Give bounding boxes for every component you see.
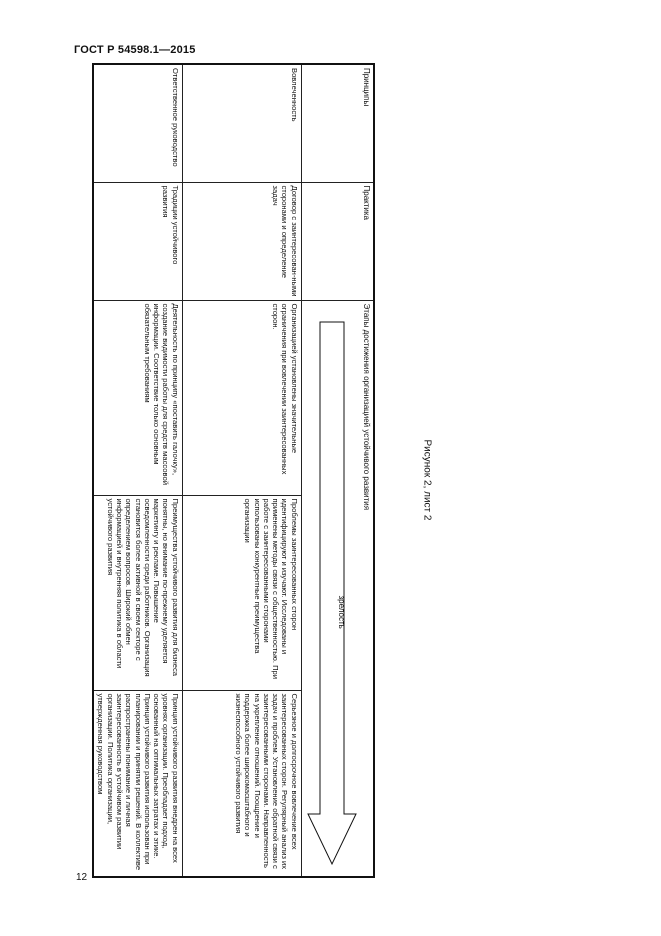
stage3-cell: Принцип устойчивого развития внедрен на всех уровнях организации. Преобладает подход, основанный на оптимальных затратах и этике. Принцип устойчивого развития использован при планировании и принятии решений. В коллективе распространены понимание и личная заинтересованность в устойчивом развитии организации. Политика организации, утвержденная руководством xyxy=(93,690,182,877)
stage1-cell: Деятельность по принципу «поставить галочку», создание видимости работы для средств массовой информации. Соответствие только основным обязательным требованиям xyxy=(93,300,182,495)
maturity-arrow xyxy=(304,304,362,874)
col-practice-header: Практика xyxy=(301,182,374,300)
principle-cell: Вовлеченность xyxy=(182,64,301,182)
stage1-cell: Организацией установлены значительные ограничения при вовлечении заинтересованных сторон. xyxy=(182,300,301,495)
principle-cell: Ответственное руководство xyxy=(93,64,182,182)
col-stages-header xyxy=(301,300,374,877)
practice-cell: Традиции устойчивого развития xyxy=(93,182,182,300)
figure-caption: Рисунок 2, лист 2 xyxy=(421,439,433,521)
stage2-cell: Проблемы заинтересованных сторон идентифицируют и изучают. Исследованы и применены методы связи с общественностью. При работе с заинтересованными сторонами использованы конкурентные преимущества организации xyxy=(182,495,301,690)
page-number: 12 xyxy=(76,872,88,883)
stage2-cell: Преимущества устойчивого развития для бизнеса понятны, но внимание по-прежнему уделяется маркетингу и рекламе. Повышение осведомленности среди работников. Организация становится более активной в своем секторе с определением вопросов. Широкий обмен информацией и внутренняя политика в области устойчивого развития xyxy=(93,495,182,690)
stage3-cell: Серьезное и долгосрочное вовлечение всех заинтересованных сторон. Регулярный анализ их задач и проблем. Установление обратной связи с заинтересованными сторонами. Направленность на укрепление отношений. Поощрение и поддержка более широкомасштабного и жизнеспособного устойчивого развития xyxy=(182,690,301,877)
rotated-table-content xyxy=(96,63,375,876)
table-header-row xyxy=(301,64,374,877)
stages-title: Этапы достижения организацией устойчивого развития xyxy=(362,303,371,511)
rotated-table-frame xyxy=(96,63,375,876)
principles-table xyxy=(92,63,375,878)
col-principles-header: Принципы xyxy=(301,64,374,182)
maturity-label: зрелость xyxy=(336,595,346,629)
table-row xyxy=(93,64,182,877)
practice-cell: Договор с заинтересован-ными сторонами и определение задач xyxy=(182,182,301,300)
maturity-arrow-icon xyxy=(306,304,358,874)
document-header: ГОСТ Р 54598.1—2015 xyxy=(74,44,196,56)
table-row xyxy=(182,64,301,877)
